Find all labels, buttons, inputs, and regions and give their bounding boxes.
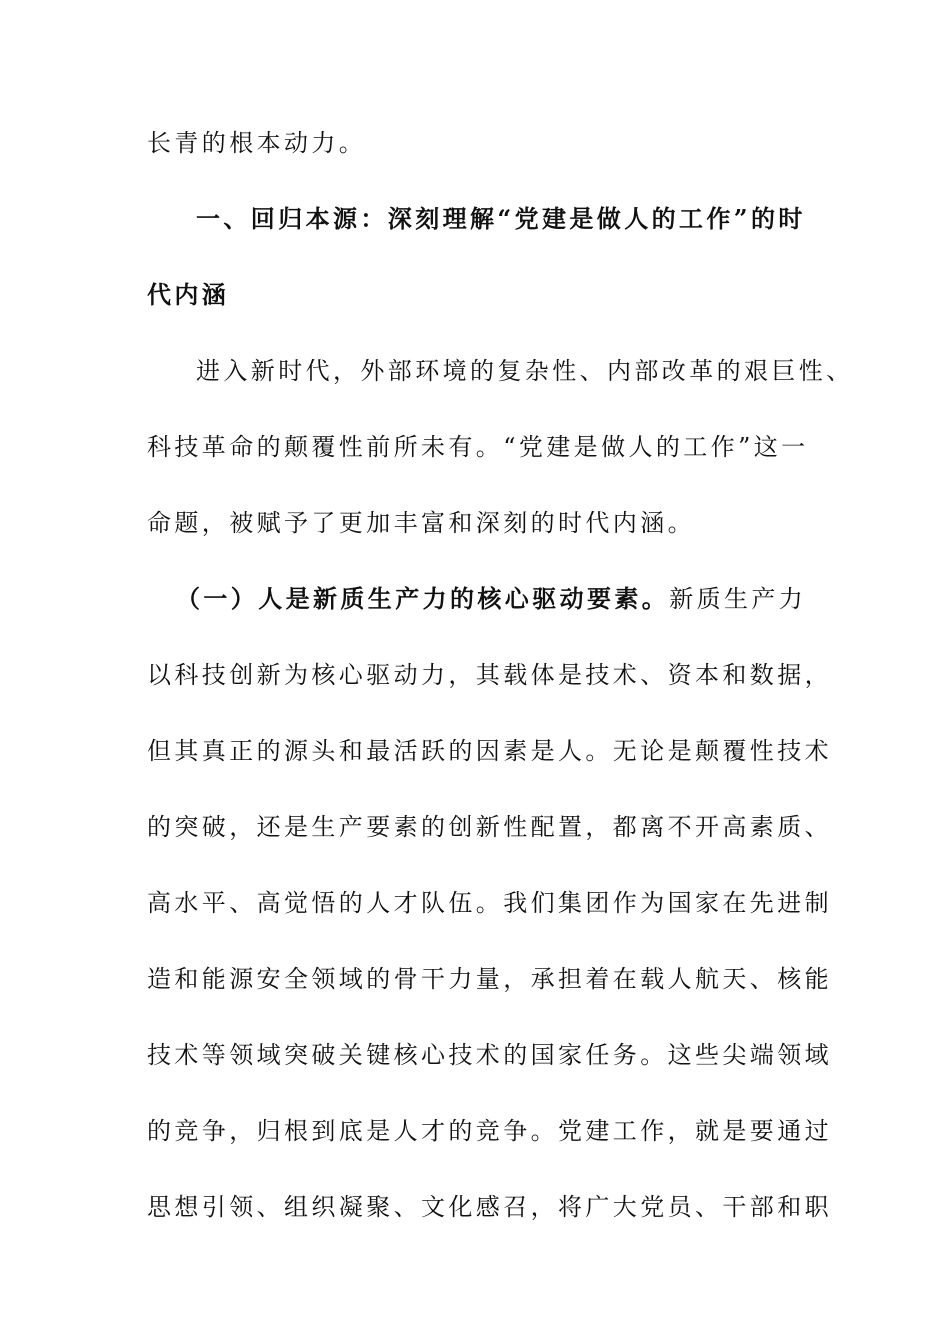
paragraph-text-line: 技术等领域突破关键核心技术的国家任务。这些尖端领域: [147, 1041, 832, 1069]
section-heading-line: 代内涵: [147, 280, 230, 309]
paragraph-text-line: 长青的根本动力。: [147, 129, 367, 157]
paragraph-text-line: 的竞争，归根到底是人才的竞争。党建工作，就是要通过: [147, 1117, 832, 1145]
paragraph-text-line: 科技革命的颠覆性前所未有。“党建是做人的工作”这一: [147, 433, 809, 461]
paragraph-text-line: 但其真正的源头和最活跃的因素是人。无论是颠覆性技术: [147, 737, 832, 765]
paragraph-text-line: 造和能源安全领域的骨干力量，承担着在载人航天、核能: [147, 965, 832, 993]
paragraph-text: 新质生产力: [669, 585, 807, 613]
section-heading-line: 一、回归本源：深刻理解“党建是做人的工作”的时: [196, 204, 806, 233]
subsection-lead-line: [176, 584, 806, 614]
subsection-heading: （一）人是新质生产力的核心驱动要素。: [176, 584, 670, 613]
paragraph-text-line: 思想引领、组织凝聚、文化感召，将广大党员、干部和职: [147, 1193, 832, 1221]
paragraph-text-line: 进入新时代，外部环境的复杂性、内部改革的艰巨性、: [196, 357, 854, 385]
paragraph-text-line: 高水平、高觉悟的人才队伍。我们集团作为国家在先进制: [147, 889, 832, 917]
paragraph-text-line: 以科技创新为核心驱动力，其载体是技术、资本和数据，: [147, 661, 832, 689]
paragraph-text-line: 命题，被赋予了更加丰富和深刻的时代内涵。: [147, 509, 695, 537]
paragraph-text-line: 的突破，还是生产要素的创新性配置，都离不开高素质、: [147, 813, 832, 841]
